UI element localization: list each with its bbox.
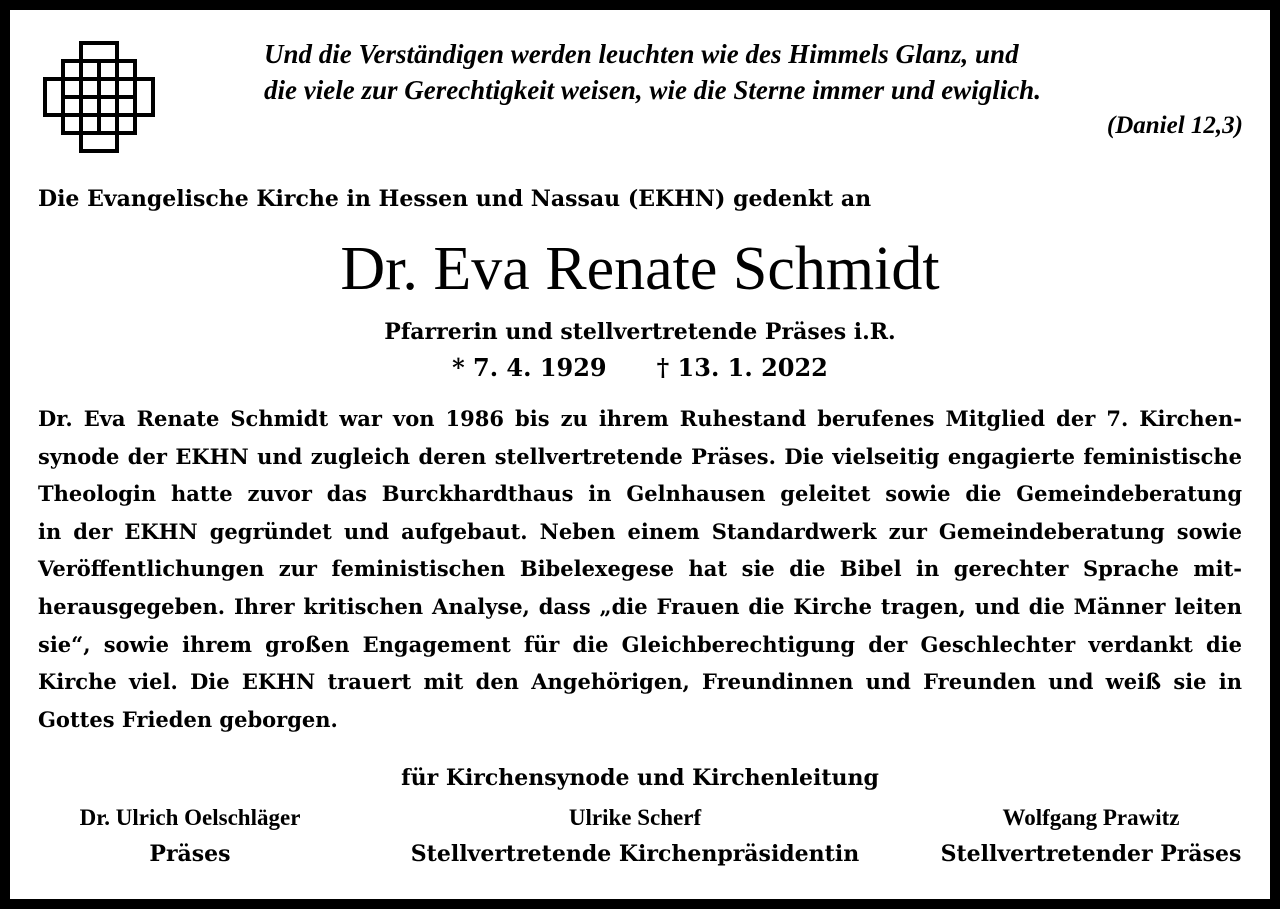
signatory-title: Stellvertretende Kirchenpräsidentin (410, 841, 860, 867)
obituary-text (38, 400, 1242, 738)
signatory-title: Präses (149, 841, 231, 867)
signatory-3 (940, 800, 1242, 872)
text-line: in der EKHN gegründet und aufgebaut. Neben einem Standardwerk zur Gemeindeberatung sowie (38, 518, 1242, 544)
text-line: synode der EKHN und zugleich deren stellvertretende Präses. Die vielseitig engagierte feministische (38, 443, 1242, 469)
signatory-name: Wolfgang Prawitz (1002, 805, 1180, 830)
intro-line: Die Evangelische Kirche in Hessen und Nassau (EKHN) gedenkt an (38, 186, 872, 212)
text-line: herausgegeben. Ihrer kritischen Analyse, dass „die Frauen die Kirche tragen, und die Männer leiten (38, 593, 1242, 619)
deceased-name: Dr. Eva Renate Schmidt (340, 235, 940, 303)
signatory-1 (38, 800, 342, 872)
on-behalf-line: für Kirchensynode und Kirchenleitung (401, 765, 879, 791)
text-line: Kirche viel. Die EKHN trauert mit den Angehörigen, Freundinnen und Freunden und weiß sie in (38, 669, 1242, 695)
life-dates (10, 352, 1270, 384)
text-line: Theologin hatte zuvor das Burckhardthaus in Gelnhausen geleitet sowie die Gemeindeberatung (38, 481, 1242, 507)
text-line: sie“, sowie ihrem großen Engagement für die Gleichberechtigung der Geschlechter verdankt die (38, 631, 1242, 657)
quote-line: Und die Verständigen werden leuchten wie des Himmels Glanz, und (264, 39, 1019, 69)
death-date: † 13. 1. 2022 (656, 353, 828, 382)
deceased-role: Pfarrerin und stellvertretende Präses i.R. (384, 319, 896, 345)
signatory-2 (400, 800, 870, 872)
signatory-name: Dr. Ulrich Oelschläger (79, 805, 301, 830)
signatory-title: Stellvertretender Präses (940, 841, 1242, 867)
bible-quote (264, 36, 1254, 108)
quote-line: die viele zur Gerechtigkeit weisen, wie die Sterne immer und ewiglich. (264, 75, 1041, 105)
text-line: Dr. Eva Renate Schmidt war von 1986 bis zu ihrem Ruhestand berufenes Mitglied der 7. Kirchen- (38, 406, 1242, 431)
text-line: Veröffentlichungen zur feministischen Bibelexegese hat sie die Bibel in gerechter Sprache mit- (38, 556, 1242, 582)
cross-squares-icon (39, 37, 159, 157)
signatory-name: Ulrike Scherf (568, 805, 702, 830)
birth-date: * 7. 4. 1929 (452, 353, 607, 382)
text-line: Gottes Frieden geborgen. (38, 706, 338, 732)
quote-reference: (Daniel 12,3) (1106, 112, 1243, 139)
